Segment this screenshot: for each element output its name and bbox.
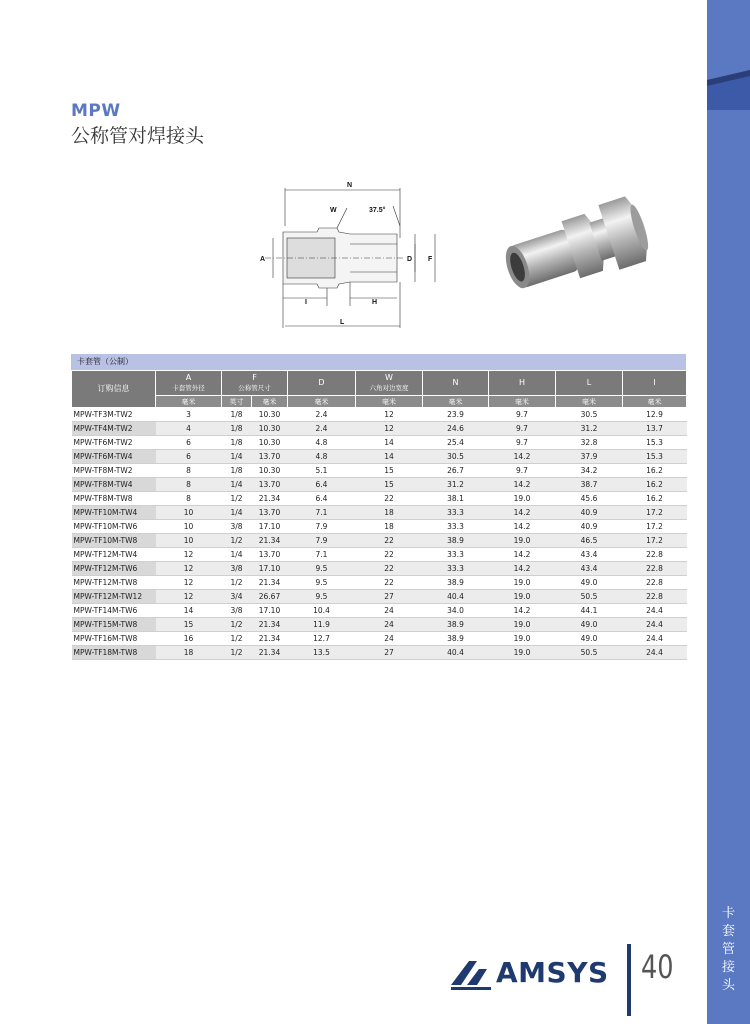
table-cell: 22.8 xyxy=(623,562,687,576)
table-cell: 6.4 xyxy=(288,478,356,492)
product-photo xyxy=(490,188,660,293)
table-cell: 1/4 xyxy=(222,506,252,520)
table-cell: 4.8 xyxy=(288,450,356,464)
col-l: L xyxy=(556,371,623,396)
table-cell: 1/2 xyxy=(222,576,252,590)
table-cell: 22.8 xyxy=(623,576,687,590)
table-row xyxy=(72,576,687,590)
table-cell: 16.2 xyxy=(623,478,687,492)
table-cell: 38.9 xyxy=(423,632,489,646)
table-cell: 14.2 xyxy=(489,450,556,464)
table-cell: 1/8 xyxy=(222,422,252,436)
table-cell: 7.9 xyxy=(288,534,356,548)
table-row xyxy=(72,520,687,534)
product-name-subtitle: 公称管对焊接头 xyxy=(71,125,205,147)
sidebar-category-label xyxy=(707,905,750,995)
col-f-label: F xyxy=(252,373,257,382)
table-cell: 9.5 xyxy=(288,590,356,604)
table-cell: 8 xyxy=(156,492,222,506)
col-w-sub: 六角对边宽度 xyxy=(369,384,409,392)
order-code-cell: MPW-TF8M-TW4 xyxy=(72,478,156,492)
table-cell: 26.67 xyxy=(252,590,288,604)
table-cell: 12 xyxy=(156,590,222,604)
table-cell: 6.4 xyxy=(288,492,356,506)
page-number: 40 xyxy=(641,948,674,986)
page-divider-bar xyxy=(627,944,631,1016)
table-cell: 26.7 xyxy=(423,464,489,478)
table-cell: 40.4 xyxy=(423,646,489,660)
table-cell: 12 xyxy=(156,576,222,590)
order-code-cell: MPW-TF16M-TW8 xyxy=(72,632,156,646)
order-code-cell: MPW-TF15M-TW8 xyxy=(72,618,156,632)
table-cell: 9.5 xyxy=(288,576,356,590)
sidebar-text: 卡套管接头 xyxy=(721,906,735,993)
table-cell: 21.34 xyxy=(252,576,288,590)
table-cell: 34.2 xyxy=(556,464,623,478)
col-d: D xyxy=(288,371,356,396)
table-cell: 40.4 xyxy=(423,590,489,604)
table-caption: 卡套管（公制） xyxy=(71,354,686,370)
table-cell: 27 xyxy=(356,646,423,660)
order-code-cell: MPW-TF10M-TW8 xyxy=(72,534,156,548)
label-w: W xyxy=(330,207,337,214)
table-cell: 27 xyxy=(356,590,423,604)
table-cell: 14.2 xyxy=(489,520,556,534)
table-cell: 3 xyxy=(156,408,222,422)
table-cell: 5.1 xyxy=(288,464,356,478)
table-cell: 13.7 xyxy=(623,422,687,436)
table-cell: 25.4 xyxy=(423,436,489,450)
col-f xyxy=(222,371,288,396)
table-cell: 19.0 xyxy=(489,576,556,590)
table-cell: 9.7 xyxy=(489,422,556,436)
table-cell: 3/8 xyxy=(222,604,252,618)
table-cell: 50.5 xyxy=(556,590,623,604)
table-cell: 30.5 xyxy=(423,450,489,464)
col-w-label: W xyxy=(385,373,393,382)
table-cell: 1/8 xyxy=(222,436,252,450)
table-cell: 12 xyxy=(356,422,423,436)
table-cell: 37.9 xyxy=(556,450,623,464)
table-cell: 11.9 xyxy=(288,618,356,632)
table-cell: 19.0 xyxy=(489,618,556,632)
order-code-cell: MPW-TF8M-TW8 xyxy=(72,492,156,506)
side-band xyxy=(707,0,750,1024)
table-cell: 10 xyxy=(156,520,222,534)
table-cell: 30.5 xyxy=(556,408,623,422)
table-cell: 12.9 xyxy=(623,408,687,422)
table-cell: 3/8 xyxy=(222,520,252,534)
technical-drawing xyxy=(255,178,445,333)
order-code-cell: MPW-TF8M-TW2 xyxy=(72,464,156,478)
table-cell: 33.3 xyxy=(423,562,489,576)
table-cell: 49.0 xyxy=(556,618,623,632)
table-cell: 31.2 xyxy=(423,478,489,492)
table-cell: 40.9 xyxy=(556,520,623,534)
table-row xyxy=(72,646,687,660)
table-row xyxy=(72,618,687,632)
order-code-cell: MPW-TF4M-TW2 xyxy=(72,422,156,436)
order-code-cell: MPW-TF10M-TW4 xyxy=(72,506,156,520)
table-cell: 10.30 xyxy=(252,422,288,436)
table-row xyxy=(72,450,687,464)
table-cell: 1/2 xyxy=(222,646,252,660)
table-cell: 1/4 xyxy=(222,478,252,492)
table-cell: 1/2 xyxy=(222,632,252,646)
col-w xyxy=(356,371,423,396)
table-cell: 17.10 xyxy=(252,604,288,618)
col-n: N xyxy=(423,371,489,396)
label-angle: 37.5° xyxy=(369,207,386,214)
unit-i: 毫米 xyxy=(623,396,687,408)
table-cell: 38.1 xyxy=(423,492,489,506)
table-cell: 46.5 xyxy=(556,534,623,548)
table-cell: 33.3 xyxy=(423,548,489,562)
table-cell: 19.0 xyxy=(489,646,556,660)
label-a: A xyxy=(260,256,266,263)
table-cell: 7.9 xyxy=(288,520,356,534)
table-cell: 33.3 xyxy=(423,520,489,534)
table-row xyxy=(72,534,687,548)
unit-n: 毫米 xyxy=(423,396,489,408)
table-cell: 10 xyxy=(156,534,222,548)
table-cell: 15 xyxy=(356,464,423,478)
label-d: D xyxy=(407,256,413,263)
table-cell: 18 xyxy=(156,646,222,660)
table-row xyxy=(72,590,687,604)
table-cell: 21.34 xyxy=(252,618,288,632)
dimension-table xyxy=(71,354,686,660)
col-a xyxy=(156,371,222,396)
col-f-sub: 公称管尺寸 xyxy=(238,384,271,392)
table-cell: 10 xyxy=(156,506,222,520)
table-row xyxy=(72,506,687,520)
table-cell: 38.9 xyxy=(423,576,489,590)
unit-h: 毫米 xyxy=(489,396,556,408)
table-cell: 17.10 xyxy=(252,520,288,534)
order-code-cell: MPW-TF12M-TW6 xyxy=(72,562,156,576)
table-cell: 13.70 xyxy=(252,450,288,464)
table-cell: 14.2 xyxy=(489,562,556,576)
table-cell: 22 xyxy=(356,562,423,576)
table-cell: 6 xyxy=(156,436,222,450)
order-code-cell: MPW-TF10M-TW6 xyxy=(72,520,156,534)
table-cell: 9.7 xyxy=(489,464,556,478)
order-code-cell: MPW-TF14M-TW6 xyxy=(72,604,156,618)
table-cell: 34.0 xyxy=(423,604,489,618)
table-cell: 38.9 xyxy=(423,534,489,548)
table-cell: 14.2 xyxy=(489,478,556,492)
table-cell: 23.9 xyxy=(423,408,489,422)
table-cell: 43.4 xyxy=(556,562,623,576)
table-cell: 33.3 xyxy=(423,506,489,520)
table-cell: 3/8 xyxy=(222,562,252,576)
table-row xyxy=(72,464,687,478)
table-cell: 21.34 xyxy=(252,534,288,548)
table-cell: 9.7 xyxy=(489,436,556,450)
unit-f-in: 英寸 xyxy=(222,396,252,408)
table-row xyxy=(72,632,687,646)
table-cell: 1/2 xyxy=(222,492,252,506)
table-cell: 14.2 xyxy=(489,548,556,562)
table-cell: 8 xyxy=(156,478,222,492)
table-cell: 38.9 xyxy=(423,618,489,632)
table-cell: 22.8 xyxy=(623,590,687,604)
table-row xyxy=(72,408,687,422)
table-cell: 19.0 xyxy=(489,534,556,548)
table-cell: 3/4 xyxy=(222,590,252,604)
label-n: N xyxy=(347,182,353,189)
table-cell: 17.2 xyxy=(623,520,687,534)
table-row xyxy=(72,436,687,450)
table-cell: 19.0 xyxy=(489,632,556,646)
table-cell: 13.70 xyxy=(252,548,288,562)
table-cell: 19.0 xyxy=(489,492,556,506)
order-code-cell: MPW-TF12M-TW4 xyxy=(72,548,156,562)
order-code-cell: MPW-TF12M-TW8 xyxy=(72,576,156,590)
table-cell: 14.2 xyxy=(489,506,556,520)
label-h: H xyxy=(372,299,378,306)
unit-w: 毫米 xyxy=(356,396,423,408)
order-code-cell: MPW-TF6M-TW4 xyxy=(72,450,156,464)
table-cell: 16 xyxy=(156,632,222,646)
table-cell: 24 xyxy=(356,618,423,632)
table-cell: 15.3 xyxy=(623,436,687,450)
table-cell: 6 xyxy=(156,450,222,464)
col-h: H xyxy=(489,371,556,396)
table-cell: 17.2 xyxy=(623,534,687,548)
table-cell: 38.7 xyxy=(556,478,623,492)
unit-f-mm: 毫米 xyxy=(252,396,288,408)
table-cell: 1/2 xyxy=(222,534,252,548)
col-order: 订购信息 xyxy=(72,371,156,408)
table-cell: 22.8 xyxy=(623,548,687,562)
table-cell: 43.4 xyxy=(556,548,623,562)
table-cell: 44.1 xyxy=(556,604,623,618)
table-cell: 10.30 xyxy=(252,436,288,450)
table-row xyxy=(72,422,687,436)
unit-a: 毫米 xyxy=(156,396,222,408)
table-cell: 24.4 xyxy=(623,618,687,632)
table-cell: 24.4 xyxy=(623,632,687,646)
col-a-label: A xyxy=(185,373,192,382)
table-cell: 32.8 xyxy=(556,436,623,450)
table-cell: 50.5 xyxy=(556,646,623,660)
table-row xyxy=(72,604,687,618)
table-cell: 18 xyxy=(356,520,423,534)
table-cell: 1/8 xyxy=(222,464,252,478)
table-cell: 9.5 xyxy=(288,562,356,576)
order-code-cell: MPW-TF12M-TW12 xyxy=(72,590,156,604)
table-cell: 24.6 xyxy=(423,422,489,436)
table-cell: 2.4 xyxy=(288,408,356,422)
unit-l: 毫米 xyxy=(556,396,623,408)
table-cell: 31.2 xyxy=(556,422,623,436)
table-cell: 13.5 xyxy=(288,646,356,660)
order-code-cell: MPW-TF3M-TW2 xyxy=(72,408,156,422)
col-a-sub: 卡套管外径 xyxy=(172,384,205,392)
table-cell: 14 xyxy=(356,450,423,464)
table-cell: 10.4 xyxy=(288,604,356,618)
table-cell: 14 xyxy=(356,436,423,450)
table-cell: 12 xyxy=(156,562,222,576)
table-cell: 15 xyxy=(156,618,222,632)
table-body xyxy=(72,408,687,660)
table-cell: 8 xyxy=(156,464,222,478)
table-cell: 12.7 xyxy=(288,632,356,646)
col-i: I xyxy=(623,371,687,396)
table-cell: 22 xyxy=(356,576,423,590)
side-band-wedge xyxy=(690,0,750,110)
table-cell: 1/4 xyxy=(222,548,252,562)
table-cell: 4.8 xyxy=(288,436,356,450)
table-cell: 15.3 xyxy=(623,450,687,464)
table-cell: 16.2 xyxy=(623,464,687,478)
table-cell: 13.70 xyxy=(252,478,288,492)
table-cell: 24.4 xyxy=(623,604,687,618)
table-cell: 1/8 xyxy=(222,408,252,422)
table-cell: 22 xyxy=(356,548,423,562)
table-cell: 16.2 xyxy=(623,492,687,506)
order-code-cell: MPW-TF6M-TW2 xyxy=(72,436,156,450)
table-cell: 21.34 xyxy=(252,632,288,646)
order-code-cell: MPW-TF18M-TW8 xyxy=(72,646,156,660)
table-cell: 4 xyxy=(156,422,222,436)
table-cell: 14 xyxy=(156,604,222,618)
product-code-title: MPW xyxy=(71,101,121,121)
table-row xyxy=(72,562,687,576)
table-cell: 21.34 xyxy=(252,646,288,660)
table-cell: 24.4 xyxy=(623,646,687,660)
table-cell: 9.7 xyxy=(489,408,556,422)
brand-name: AMSYS xyxy=(496,956,609,989)
table-cell: 17.2 xyxy=(623,506,687,520)
table-cell: 1/4 xyxy=(222,450,252,464)
table-cell: 45.6 xyxy=(556,492,623,506)
table-cell: 12 xyxy=(356,408,423,422)
table-cell: 2.4 xyxy=(288,422,356,436)
table-cell: 12 xyxy=(156,548,222,562)
table-cell: 7.1 xyxy=(288,506,356,520)
table-cell: 22 xyxy=(356,492,423,506)
table-row xyxy=(72,492,687,506)
table-cell: 10.30 xyxy=(252,408,288,422)
table-cell: 24 xyxy=(356,604,423,618)
table-row xyxy=(72,548,687,562)
table-cell: 17.10 xyxy=(252,562,288,576)
table-cell: 10.30 xyxy=(252,464,288,478)
table-cell: 18 xyxy=(356,506,423,520)
unit-d: 毫米 xyxy=(288,396,356,408)
table-cell: 15 xyxy=(356,478,423,492)
table-cell: 49.0 xyxy=(556,576,623,590)
table-cell: 1/2 xyxy=(222,618,252,632)
label-f: F xyxy=(428,256,433,263)
table-cell: 19.0 xyxy=(489,590,556,604)
table-row xyxy=(72,478,687,492)
table-cell: 13.70 xyxy=(252,506,288,520)
table-cell: 22 xyxy=(356,534,423,548)
table-cell: 40.9 xyxy=(556,506,623,520)
table-cell: 14.2 xyxy=(489,604,556,618)
table-cell: 49.0 xyxy=(556,632,623,646)
table-cell: 21.34 xyxy=(252,492,288,506)
label-l: L xyxy=(340,319,345,326)
table-cell: 24 xyxy=(356,632,423,646)
table-cell: 7.1 xyxy=(288,548,356,562)
label-i: I xyxy=(305,299,307,306)
spec-table xyxy=(71,370,687,660)
